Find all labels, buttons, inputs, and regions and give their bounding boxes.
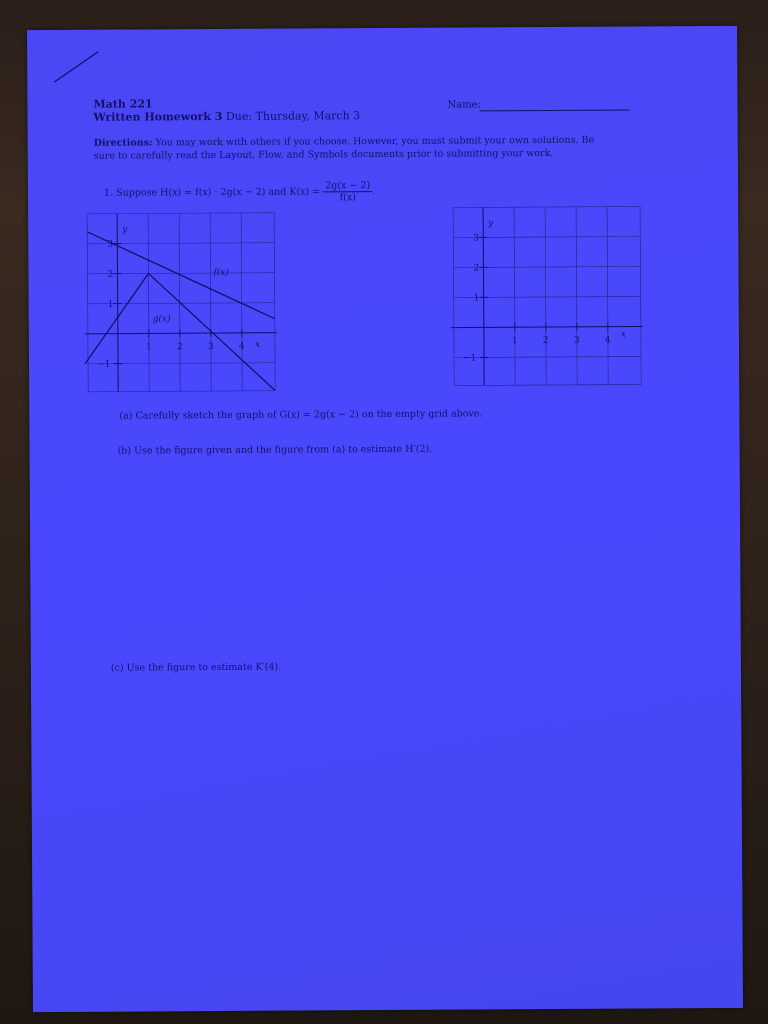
- right-y-tick-neg1: −1: [462, 353, 477, 364]
- question-b: (b) Use the figure given and the figure from (a) to estimate H′(2).: [117, 443, 433, 457]
- directions-line-2: sure to carefully read the Layout, Flow, and Symbols documents prior to submitting your work.: [93, 147, 554, 162]
- pen-check-mark: [52, 50, 102, 84]
- question-c: (c) Use the figure to estimate K′(4).: [110, 661, 282, 674]
- left-y-tick-3: 3: [107, 239, 114, 250]
- k-numerator: 2g(x − 2): [323, 180, 372, 192]
- k-fraction: [323, 180, 372, 203]
- directions-label: Directions:: [93, 137, 153, 149]
- left-x-tick-3: 3: [207, 342, 214, 353]
- homework-sheet: [27, 26, 743, 1012]
- directions-line-1: [94, 135, 594, 149]
- name-blank-line: [480, 109, 630, 111]
- right-x-tick-4: 4: [604, 335, 611, 346]
- left-x-tick-1: 1: [145, 342, 152, 353]
- problem-statement: [104, 180, 375, 205]
- graph-f-and-g: [82, 211, 283, 394]
- assignment-line: [94, 109, 361, 124]
- left-x-axis-label: x: [254, 339, 261, 350]
- k-denominator: f(x): [339, 192, 356, 204]
- left-x-tick-2: 2: [176, 342, 183, 353]
- problem-intro: 1. Suppose H(x) = f(x) · 2g(x − 2) and K(x) =: [103, 186, 321, 199]
- right-x-axis-label: x: [620, 329, 626, 340]
- problem-end: .: [372, 186, 376, 198]
- assignment-title: Written Homework 3: [93, 109, 223, 124]
- right-y-tick-3: 3: [473, 233, 480, 244]
- left-x-tick-4: 4: [238, 341, 245, 352]
- right-y-tick-2: 2: [473, 263, 480, 274]
- right-x-tick-2: 2: [542, 335, 549, 347]
- right-y-tick-1: 1: [473, 293, 480, 304]
- course-title: Math 221: [93, 97, 153, 111]
- left-y-axis-label: y: [122, 224, 128, 235]
- graph-empty-grid: [448, 204, 649, 387]
- left-y-tick-neg1: −1: [97, 359, 111, 370]
- right-x-tick-3: 3: [573, 335, 580, 346]
- left-y-tick-1: 1: [107, 299, 114, 310]
- left-y-tick-2: 2: [107, 269, 114, 280]
- right-x-tick-1: 1: [511, 336, 518, 347]
- right-y-axis-label: y: [488, 218, 494, 229]
- g-curve-label: g(x): [152, 314, 171, 325]
- due-date: Due: Thursday, March 3: [225, 109, 361, 123]
- f-curve-label: f(x): [213, 267, 229, 279]
- directions-text-1: You may work with others if you choose. However, you must submit your own solutions. Be: [155, 134, 595, 149]
- question-a: (a) Carefully sketch the graph of G(x) = 2g(x − 2) on the empty grid above.: [119, 408, 483, 422]
- name-label: Name:: [447, 99, 481, 111]
